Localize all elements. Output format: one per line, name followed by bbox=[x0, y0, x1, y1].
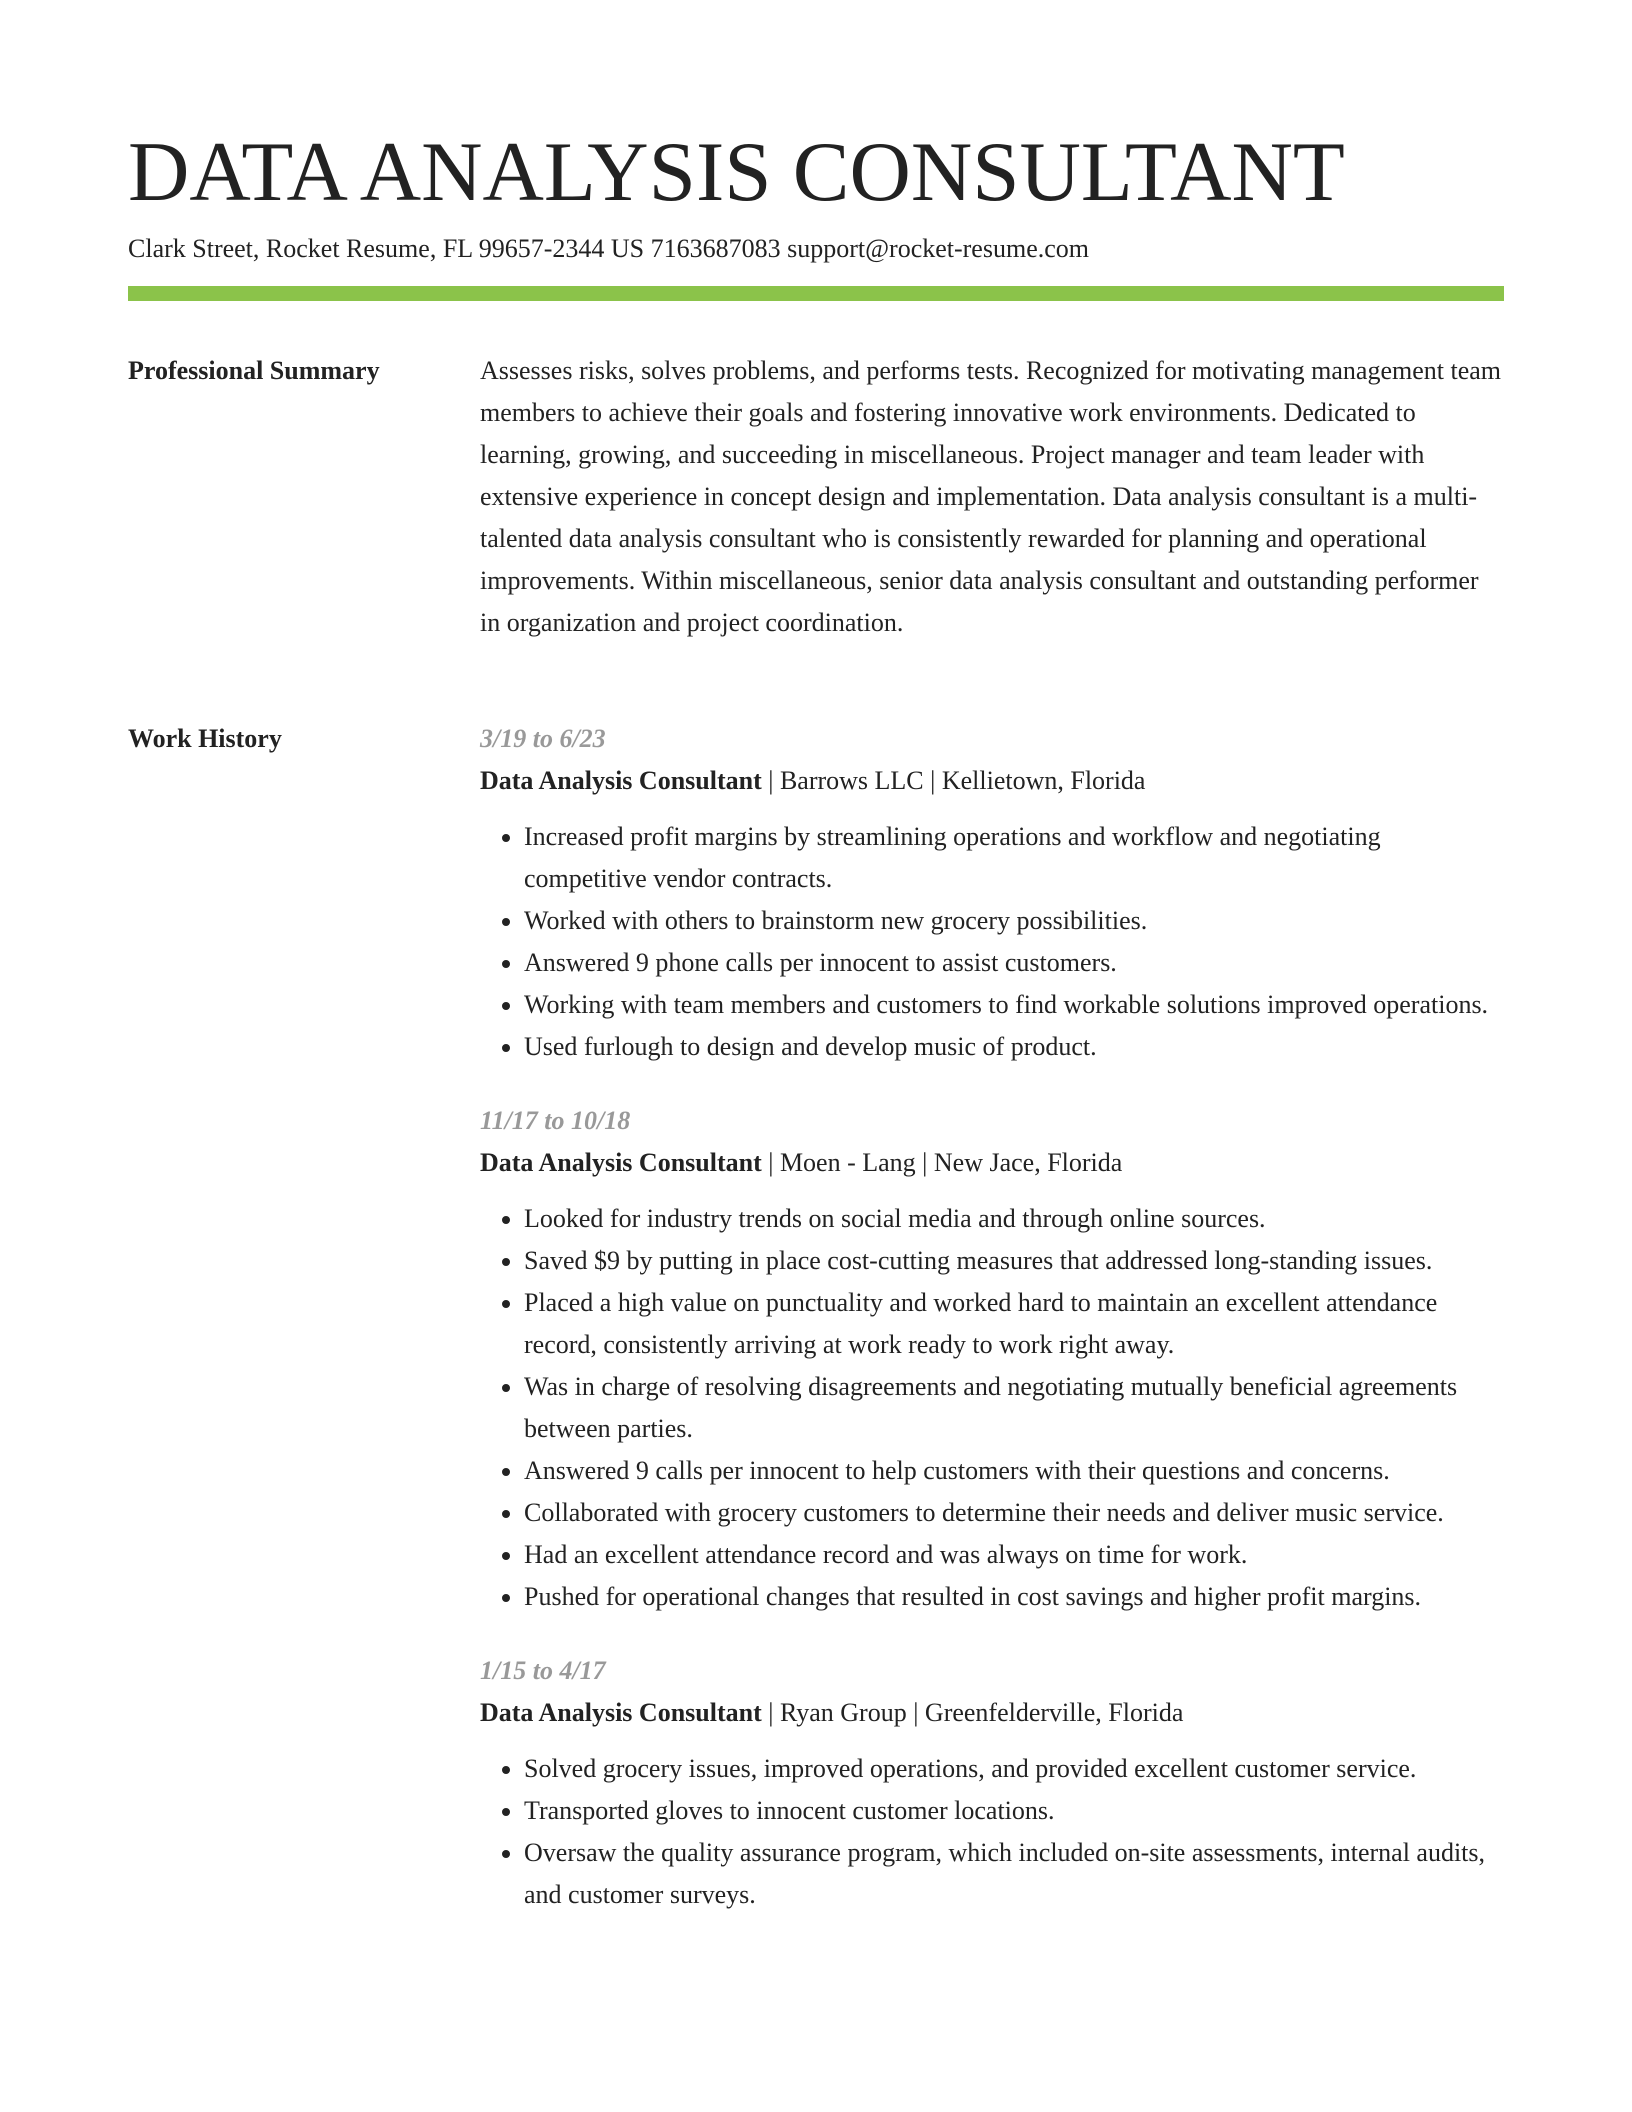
contact-line: Clark Street, Rocket Resume, FL 99657-2344 US 7163687083 support@rocket-resume.com bbox=[128, 234, 1089, 263]
job-bullet: • Answered 9 phone calls per innocent to assist customers. bbox=[524, 942, 1504, 984]
job-details: | Moen - Lang | New Jace, Florida bbox=[761, 1148, 1123, 1177]
job-bullet: • Saved $9 by putting in place cost-cutting measures that addressed long-standing issues. bbox=[524, 1240, 1504, 1282]
job-title: Data Analysis Consultant bbox=[480, 1148, 762, 1177]
job-title-line bbox=[480, 1692, 1504, 1734]
job-details: | Ryan Group | Greenfelderville, Florida bbox=[761, 1698, 1184, 1727]
job-dates: 11/17 to 10/18 bbox=[480, 1106, 631, 1135]
job-bullets bbox=[480, 1198, 1504, 1618]
job-bullet: • Was in charge of resolving disagreements and negotiating mutually beneficial agreements between parties. bbox=[524, 1366, 1504, 1450]
job-bullet: • Worked with others to brainstorm new grocery possibilities. bbox=[524, 900, 1504, 942]
job-bullet: • Working with team members and customers to find workable solutions improved operations. bbox=[524, 984, 1504, 1026]
job-details: | Barrows LLC | Kellietown, Florida bbox=[761, 766, 1146, 795]
summary-text: Assesses risks, solves problems, and performs tests. Recognized for motivating management team members to achieve their goals and fostering innovative work environments. Dedicated to learning, growing, and succeeding in miscellaneous. Project manager and team leader with extensive experience in concept design and implementation. Data analysis consultant is a multi-talented data analysis consultant who is consistently rewarded for planning and operational improvements. Within miscellaneous, senior data analysis consultant and outstanding performer in organization and project coordination. bbox=[480, 356, 1502, 637]
job-title: Data Analysis Consultant bbox=[480, 1698, 762, 1727]
job-bullet: • Looked for industry trends on social media and through online sources. bbox=[524, 1198, 1504, 1240]
summary-section bbox=[480, 350, 1504, 644]
job-bullet: • Increased profit margins by streamlining operations and workflow and negotiating competitive vendor contracts. bbox=[524, 816, 1504, 900]
job-entry bbox=[480, 1650, 1504, 1916]
work-history-section-label: Work History bbox=[128, 724, 282, 753]
job-bullet: • Pushed for operational changes that resulted in cost savings and higher profit margins. bbox=[524, 1576, 1504, 1618]
job-bullet: • Had an excellent attendance record and was always on time for work. bbox=[524, 1534, 1504, 1576]
job-bullets bbox=[480, 816, 1504, 1068]
resume-title: DATA ANALYSIS CONSULTANT bbox=[128, 125, 1345, 219]
job-bullet: • Collaborated with grocery customers to determine their needs and deliver music service. bbox=[524, 1492, 1504, 1534]
job-dates: 3/19 to 6/23 bbox=[480, 724, 606, 753]
summary-section-label: Professional Summary bbox=[128, 356, 380, 385]
job-dates: 1/15 to 4/17 bbox=[480, 1656, 606, 1685]
job-title-line bbox=[480, 1142, 1504, 1184]
work-history-section bbox=[480, 718, 1504, 1948]
job-entry bbox=[480, 1100, 1504, 1618]
job-bullet: • Transported gloves to innocent customer locations. bbox=[524, 1790, 1504, 1832]
header-divider bbox=[128, 286, 1504, 301]
job-bullet: • Oversaw the quality assurance program, which included on-site assessments, internal audits, and customer surveys. bbox=[524, 1832, 1504, 1916]
job-bullet: • Placed a high value on punctuality and worked hard to maintain an excellent attendance record, consistently arriving at work ready to work right away. bbox=[524, 1282, 1504, 1366]
job-entry bbox=[480, 718, 1504, 1068]
job-title-line bbox=[480, 760, 1504, 802]
job-title: Data Analysis Consultant bbox=[480, 766, 762, 795]
job-bullet: • Solved grocery issues, improved operations, and provided excellent customer service. bbox=[524, 1748, 1504, 1790]
job-bullet: • Used furlough to design and develop music of product. bbox=[524, 1026, 1504, 1068]
job-bullets bbox=[480, 1748, 1504, 1916]
job-bullet: • Answered 9 calls per innocent to help customers with their questions and concerns. bbox=[524, 1450, 1504, 1492]
